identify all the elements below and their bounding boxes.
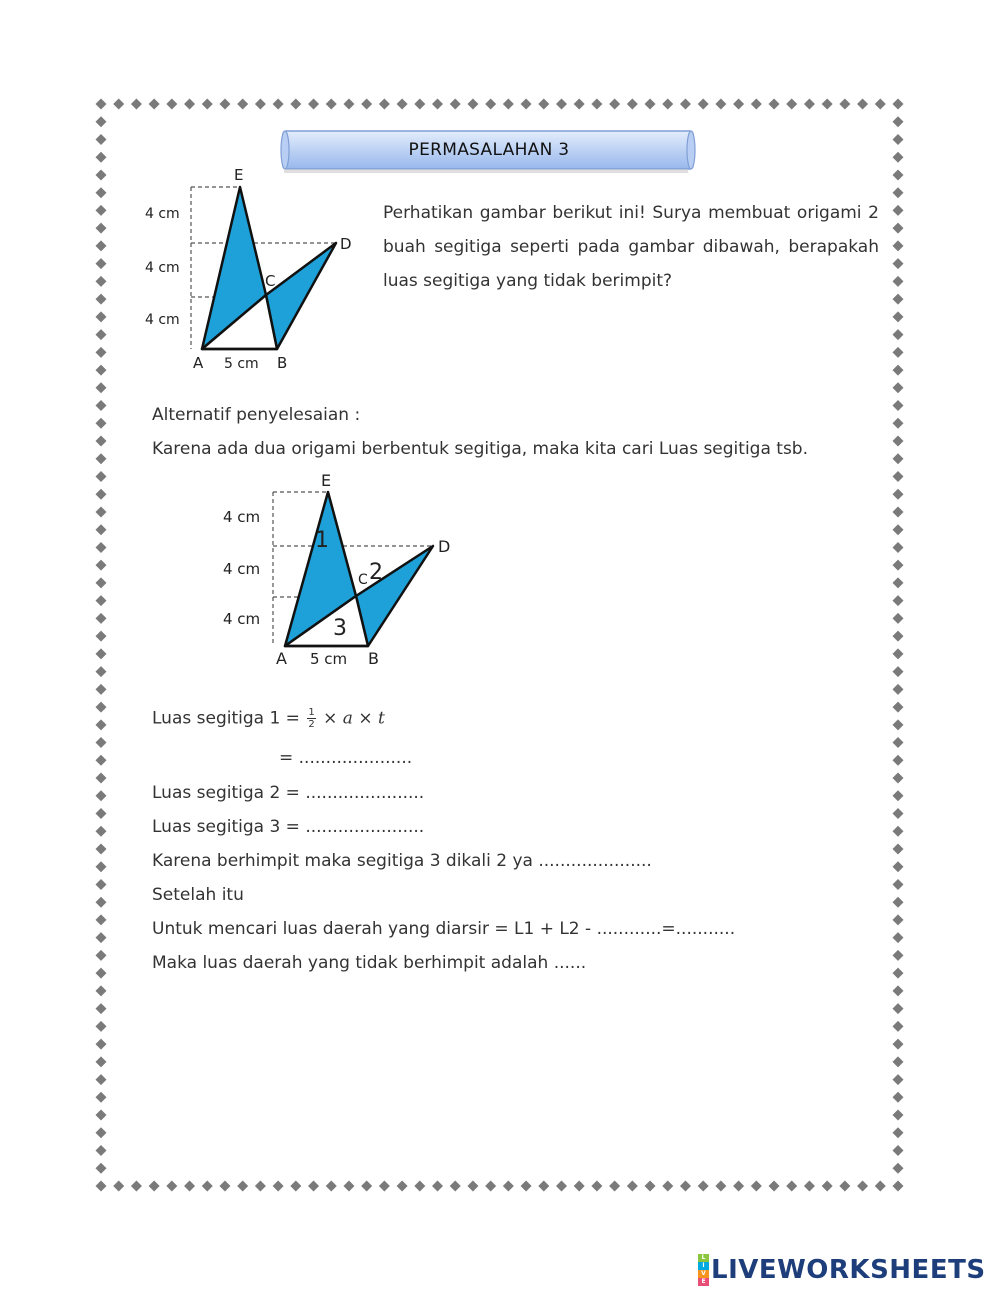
border-diamond — [893, 294, 904, 305]
border-diamond — [96, 1003, 107, 1014]
border-diamond — [662, 99, 673, 110]
border-diamond — [96, 436, 107, 447]
variable-t: t — [377, 708, 385, 729]
point-e-label: E — [321, 471, 332, 490]
border-diamond — [96, 542, 107, 553]
border-diamond — [96, 897, 107, 908]
border-diamond — [521, 99, 532, 110]
border-diamond — [202, 99, 213, 110]
border-diamond — [893, 382, 904, 393]
variable-a: a — [342, 708, 353, 729]
triangle-2-area-line[interactable]: Luas segitiga 2 = ...................... — [152, 783, 425, 803]
liveworksheets-logo — [698, 1254, 986, 1286]
border-diamond — [96, 258, 107, 269]
border-diamond — [96, 524, 107, 535]
border-diamond — [219, 99, 230, 110]
border-diamond — [893, 719, 904, 730]
point-a-label: A — [276, 649, 287, 668]
border-diamond — [893, 577, 904, 588]
border-diamond — [96, 294, 107, 305]
border-diamond — [96, 737, 107, 748]
border-diamond — [875, 99, 886, 110]
border-diamond — [893, 861, 904, 872]
border-diamond — [255, 99, 266, 110]
border-diamond — [343, 99, 354, 110]
border-diamond — [237, 1181, 248, 1192]
border-diamond — [113, 99, 124, 110]
point-e-label: E — [234, 166, 244, 184]
border-diamond — [414, 1181, 425, 1192]
border-diamond — [96, 152, 107, 163]
point-b-label: B — [368, 649, 379, 668]
border-diamond — [627, 99, 638, 110]
border-diamond — [574, 1181, 585, 1192]
border-diamond — [627, 1181, 638, 1192]
border-diamond — [751, 1181, 762, 1192]
height-label-bottom: 4 cm — [145, 312, 180, 328]
height-label-top: 4 cm — [145, 206, 180, 222]
border-diamond — [485, 1181, 496, 1192]
border-diamond — [96, 311, 107, 322]
border-diamond — [893, 205, 904, 216]
border-diamond — [432, 1181, 443, 1192]
border-diamond — [769, 1181, 780, 1192]
border-diamond — [893, 1145, 904, 1156]
formula-result-blank[interactable]: = ..................... — [279, 748, 413, 768]
point-d-label: D — [438, 537, 451, 556]
border-diamond — [893, 169, 904, 180]
border-diamond — [96, 985, 107, 996]
border-diamond — [893, 365, 904, 376]
final-answer-line[interactable]: Maka luas daerah yang tidak berhimpit adalah ...... — [152, 953, 587, 973]
border-diamond — [149, 1181, 160, 1192]
border-diamond — [769, 99, 780, 110]
border-diamond — [96, 1127, 107, 1138]
times-symbol: × — [323, 708, 338, 729]
border-diamond — [893, 453, 904, 464]
border-diamond — [96, 453, 107, 464]
border-diamond — [893, 826, 904, 837]
border-diamond — [521, 1181, 532, 1192]
border-diamond — [839, 99, 850, 110]
border-diamond — [893, 755, 904, 766]
border-diamond — [96, 347, 107, 358]
border-diamond — [680, 99, 691, 110]
border-diamond — [450, 99, 461, 110]
border-diamond — [893, 595, 904, 606]
border-diamond — [751, 99, 762, 110]
border-diamond — [893, 436, 904, 447]
border-diamond — [96, 648, 107, 659]
border-diamond — [893, 737, 904, 748]
border-diamond — [96, 329, 107, 340]
border-diamond — [149, 99, 160, 110]
height-label-bottom: 4 cm — [223, 610, 261, 628]
border-diamond — [485, 99, 496, 110]
border-diamond — [96, 879, 107, 890]
border-diamond — [698, 99, 709, 110]
border-diamond — [893, 489, 904, 500]
border-diamond — [893, 311, 904, 322]
border-diamond — [113, 1181, 124, 1192]
border-diamond — [893, 666, 904, 677]
border-diamond — [96, 506, 107, 517]
border-diamond — [96, 790, 107, 801]
border-diamond — [893, 843, 904, 854]
border-diamond — [538, 1181, 549, 1192]
fraction-denominator: 2 — [308, 719, 315, 730]
border-diamond — [166, 99, 177, 110]
border-diamond — [414, 99, 425, 110]
border-diamond — [893, 1074, 904, 1085]
border-diamond — [96, 1163, 107, 1174]
formula-triangle-1 — [152, 707, 385, 730]
border-diamond — [893, 790, 904, 801]
border-diamond — [893, 950, 904, 961]
border-diamond — [96, 914, 107, 925]
border-diamond — [503, 1181, 514, 1192]
border-diamond — [662, 1181, 673, 1192]
border-diamond — [96, 826, 107, 837]
border-diamond — [733, 99, 744, 110]
border-diamond — [786, 99, 797, 110]
border-diamond — [96, 1092, 107, 1103]
border-diamond — [804, 1181, 815, 1192]
base-label: 5 cm — [310, 650, 348, 668]
border-diamond — [96, 684, 107, 695]
fraction-half — [307, 707, 315, 730]
border-diamond — [893, 1021, 904, 1032]
border-diamond — [96, 418, 107, 429]
border-diamond — [96, 400, 107, 411]
border-diamond — [96, 560, 107, 571]
border-diamond — [893, 808, 904, 819]
border-diamond — [591, 99, 602, 110]
border-diamond — [574, 99, 585, 110]
border-diamond — [397, 99, 408, 110]
border-diamond — [893, 134, 904, 145]
border-diamond — [893, 560, 904, 571]
border-diamond — [893, 240, 904, 251]
border-diamond — [893, 1056, 904, 1067]
border-diamond — [715, 1181, 726, 1192]
border-diamond — [96, 595, 107, 606]
shaded-area-line[interactable]: Untuk mencari luas daerah yang diarsir = L1 + L2 - ............=........... — [152, 919, 736, 939]
border-diamond — [96, 187, 107, 198]
triangle-figure-2 — [215, 465, 465, 675]
border-diamond — [96, 134, 107, 145]
border-diamond — [96, 773, 107, 784]
fraction-numerator: 1 — [308, 707, 315, 718]
border-diamond — [893, 879, 904, 890]
border-diamond — [893, 968, 904, 979]
border-diamond — [698, 1181, 709, 1192]
border-diamond — [96, 471, 107, 482]
point-d-label: D — [340, 235, 352, 253]
border-diamond — [893, 631, 904, 642]
logo-text: LIVEWORKSHEETS — [711, 1255, 986, 1285]
point-a-label: A — [193, 354, 204, 372]
border-diamond — [96, 169, 107, 180]
border-diamond — [96, 613, 107, 624]
border-diamond — [379, 1181, 390, 1192]
border-diamond — [875, 1181, 886, 1192]
border-diamond — [96, 365, 107, 376]
border-diamond — [96, 968, 107, 979]
border-diamond — [591, 1181, 602, 1192]
border-diamond — [893, 613, 904, 624]
border-diamond — [343, 1181, 354, 1192]
border-diamond — [893, 684, 904, 695]
border-diamond — [96, 755, 107, 766]
border-diamond — [893, 932, 904, 943]
border-diamond — [96, 99, 107, 110]
solution-intro: Karena ada dua origami berbentuk segitiga, maka kita cari Luas segitiga tsb. — [152, 439, 809, 459]
times-symbol: × — [358, 708, 373, 729]
border-diamond — [839, 1181, 850, 1192]
border-diamond — [184, 1181, 195, 1192]
border-diamond — [96, 1181, 107, 1192]
border-diamond — [273, 99, 284, 110]
border-diamond — [893, 1092, 904, 1103]
border-diamond — [538, 99, 549, 110]
border-diamond — [645, 99, 656, 110]
border-diamond — [450, 1181, 461, 1192]
border-diamond — [857, 1181, 868, 1192]
border-diamond — [609, 1181, 620, 1192]
formula-lhs: Luas segitiga 1 = — [152, 708, 300, 729]
border-diamond — [467, 1181, 478, 1192]
border-diamond — [893, 329, 904, 340]
border-diamond — [680, 1181, 691, 1192]
border-diamond — [96, 577, 107, 588]
border-diamond — [96, 1021, 107, 1032]
border-diamond — [96, 1074, 107, 1085]
border-diamond — [237, 99, 248, 110]
border-diamond — [804, 99, 815, 110]
border-diamond — [96, 861, 107, 872]
border-diamond — [96, 666, 107, 677]
border-diamond — [893, 116, 904, 127]
border-diamond — [503, 99, 514, 110]
border-diamond — [893, 524, 904, 535]
border-diamond — [96, 382, 107, 393]
border-diamond — [96, 719, 107, 730]
border-diamond — [893, 506, 904, 517]
height-label-middle: 4 cm — [145, 260, 180, 276]
problem-statement: Perhatikan gambar berikut ini! Surya membuat origami 2 buah segitiga seperti pada gambar dibawah, berapakah luas segitiga yang tidak berimpit? — [383, 203, 879, 291]
border-diamond — [645, 1181, 656, 1192]
border-diamond — [96, 843, 107, 854]
border-diamond — [96, 276, 107, 287]
border-diamond — [308, 1181, 319, 1192]
border-diamond — [893, 418, 904, 429]
border-diamond — [326, 1181, 337, 1192]
height-label-middle: 4 cm — [223, 560, 261, 578]
border-diamond — [893, 258, 904, 269]
border-diamond — [715, 99, 726, 110]
border-diamond — [893, 702, 904, 713]
border-diamond — [361, 99, 372, 110]
point-c-label: C — [265, 272, 276, 290]
border-diamond — [786, 1181, 797, 1192]
solution-label: Alternatif penyelesaian : — [152, 405, 361, 425]
triangle-3-area-line[interactable]: Luas segitiga 3 = ...................... — [152, 817, 425, 837]
border-diamond — [467, 99, 478, 110]
border-diamond — [822, 1181, 833, 1192]
border-diamond — [96, 702, 107, 713]
border-diamond — [255, 1181, 266, 1192]
border-diamond — [96, 1056, 107, 1067]
border-diamond — [96, 1145, 107, 1156]
border-diamond — [96, 205, 107, 216]
overlap-line[interactable]: Karena berhimpit maka segitiga 3 dikali 2 ya ..................... — [152, 851, 652, 871]
border-diamond — [893, 914, 904, 925]
border-diamond — [96, 932, 107, 943]
border-diamond — [893, 99, 904, 110]
border-diamond — [166, 1181, 177, 1192]
border-diamond — [290, 1181, 301, 1192]
border-diamond — [202, 1181, 213, 1192]
border-diamond — [96, 950, 107, 961]
border-diamond — [96, 1039, 107, 1050]
border-diamond — [273, 1181, 284, 1192]
border-diamond — [609, 99, 620, 110]
border-diamond — [893, 542, 904, 553]
border-diamond — [131, 99, 142, 110]
border-diamond — [556, 99, 567, 110]
border-diamond — [290, 99, 301, 110]
border-diamond — [893, 471, 904, 482]
page-title: PERMASALAHAN 3 — [408, 140, 570, 160]
region-2-label: 2 — [369, 560, 383, 585]
border-diamond — [893, 897, 904, 908]
border-diamond — [893, 1110, 904, 1121]
border-diamond — [131, 1181, 142, 1192]
after-line: Setelah itu — [152, 885, 244, 905]
border-diamond — [893, 276, 904, 287]
triangle-figure-1 — [140, 160, 380, 380]
base-label: 5 cm — [224, 356, 259, 372]
border-diamond — [857, 99, 868, 110]
point-c-label: C — [358, 572, 368, 588]
border-diamond — [556, 1181, 567, 1192]
border-diamond — [308, 99, 319, 110]
height-label-top: 4 cm — [223, 508, 261, 526]
border-diamond — [96, 116, 107, 127]
border-diamond — [893, 152, 904, 163]
region-3-label: 3 — [333, 616, 347, 641]
border-diamond — [893, 1127, 904, 1138]
border-diamond — [893, 187, 904, 198]
border-diamond — [96, 223, 107, 234]
border-diamond — [893, 773, 904, 784]
border-diamond — [184, 99, 195, 110]
border-diamond — [96, 1110, 107, 1121]
border-diamond — [733, 1181, 744, 1192]
border-diamond — [893, 1039, 904, 1050]
border-diamond — [893, 223, 904, 234]
border-diamond — [893, 1003, 904, 1014]
border-diamond — [397, 1181, 408, 1192]
border-diamond — [822, 99, 833, 110]
border-diamond — [379, 99, 390, 110]
region-1-label: 1 — [315, 528, 329, 553]
border-diamond — [432, 99, 443, 110]
border-diamond — [96, 808, 107, 819]
border-diamond — [326, 99, 337, 110]
border-diamond — [893, 347, 904, 358]
border-diamond — [893, 400, 904, 411]
border-diamond — [893, 648, 904, 659]
border-diamond — [96, 631, 107, 642]
border-diamond — [893, 1181, 904, 1192]
logo-mark-icon: L I V E — [698, 1254, 709, 1286]
point-b-label: B — [277, 354, 288, 372]
border-diamond — [96, 240, 107, 251]
border-diamond — [893, 985, 904, 996]
border-diamond — [893, 1163, 904, 1174]
border-diamond — [96, 489, 107, 500]
border-diamond — [219, 1181, 230, 1192]
border-diamond — [361, 1181, 372, 1192]
